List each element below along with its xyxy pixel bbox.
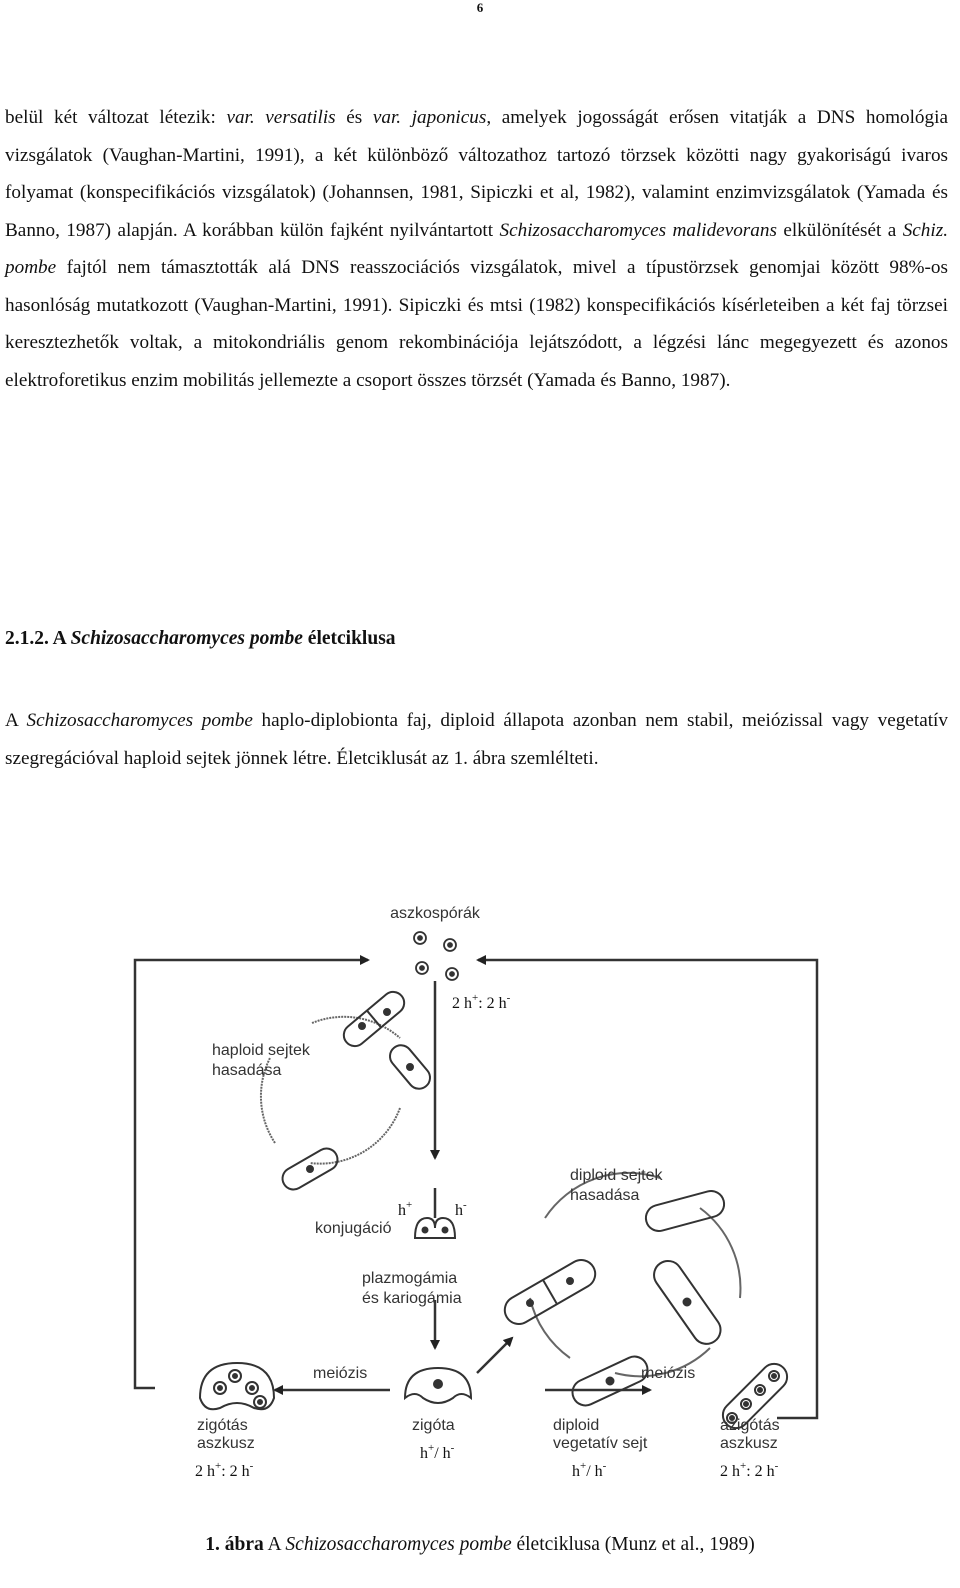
- ratio-ascospores: 2 h+: 2 h-: [452, 992, 511, 1012]
- label-meiosis-right: meiózis: [641, 1365, 696, 1382]
- ratio-zygotic-ascus: 2 h+: 2 h-: [195, 1460, 254, 1480]
- cycle-arrows: [135, 960, 817, 1418]
- section-heading: 2.1.2. A Schizosaccharomyces pombe életciklusa: [5, 628, 396, 649]
- conjugation-icon: [415, 1218, 455, 1238]
- label-zygotic-ascus-line2: aszkusz: [197, 1435, 255, 1452]
- zygotic-ascus-icon: [200, 1363, 274, 1409]
- label-azygotic-ascus-line2: aszkusz: [720, 1435, 778, 1452]
- life-cycle-figure: [100, 878, 860, 1498]
- label-haploid-line1: haploid sejtek: [212, 1042, 310, 1059]
- label-diploid-vegetative-line2: vegetatív sejt: [553, 1435, 648, 1452]
- diploid-cells-icon: [500, 1188, 727, 1349]
- mating-type-minus: h-: [455, 1199, 467, 1219]
- label-diploid-line1: diploid sejtek: [570, 1167, 663, 1184]
- label-azygotic-ascus-line1: azigótás: [720, 1417, 780, 1434]
- label-meiosis-left: meiózis: [313, 1365, 368, 1382]
- label-haploid-line2: hasadása: [212, 1062, 282, 1079]
- label-zygotic-ascus-line1: zigótás: [197, 1417, 248, 1434]
- haploid-division-cycle: [261, 1017, 400, 1164]
- paragraph-life-cycle-intro: A Schizosaccharomyces pombe haplo-diplobionta faj, diploid állapota azonban nem stabil, meiózissal vagy vegetatív szegregációval haploid sejtek jönnek létre. Életciklusát az 1. ábra szemlélteti.: [5, 710, 948, 769]
- label-plasmogamy-line2: és kariogámia: [362, 1290, 462, 1307]
- label-conjugation: konjugáció: [315, 1220, 392, 1237]
- label-diploid-vegetative-line1: diploid: [553, 1417, 600, 1434]
- ratio-zygote: h+/ h-: [420, 1442, 455, 1462]
- label-zygote: zigóta: [412, 1417, 455, 1434]
- diploid-vegetative-cell-icon: [568, 1352, 651, 1409]
- ascospores-icon: [414, 932, 458, 980]
- paragraph-varieties: belül két változat létezik: var. versatilis és var. japonicus, amelyek jogosságát erősen vitatják a DNS homológia vizsgálatok (Vaughan-Martini, 1991), a két különböző változathoz tartozó törzsek közötti nagy gyakoriságú ivaros folyamat (konspecifikációs vizsgálatok) (Johannsen, 1981, Sipiczki et al, 1982), valamint enzimvizsgálatok (Yamada és Banno, 1987) alapján. A korábban külön fajként nyilvántartott Schizosaccharomyces malidevorans elkülönítését a Schiz. pombe fajtól nem támasztották alá DNS reasszociációs vizsgálatok, mivel a típustörzsek genomjai között 98%-os hasonlóság mutatkozott (Vaughan-Martini, 1991). Sipiczki és mtsi (1982) konspecifikációs kísérleteiben a két faj törzsei keresztezhetők voltak, a mitokondriális genom rekombinációja lejátszódott, a légzési lánc megegyezett és azonos elektroforetikus enzim mobilitás jellemezte a csoport összes törzsét (Yamada és Banno, 1987).: [5, 107, 948, 391]
- haploid-cells-icon: [279, 987, 435, 1193]
- label-ascospores: aszkospórák: [390, 905, 480, 922]
- ratio-azygotic-ascus: 2 h+: 2 h-: [720, 1460, 779, 1480]
- label-diploid-line2: hasadása: [570, 1187, 640, 1204]
- ratio-diploid-vegetative: h+/ h-: [572, 1460, 607, 1480]
- zygote-icon: [405, 1368, 471, 1403]
- mating-type-plus: h+: [398, 1199, 413, 1219]
- page-number: 6: [476, 0, 484, 15]
- figure-caption: 1. ábra A Schizosaccharomyces pombe életciklusa (Munz et al., 1989): [205, 1534, 755, 1555]
- label-plasmogamy-line1: plazmogámia: [362, 1270, 458, 1287]
